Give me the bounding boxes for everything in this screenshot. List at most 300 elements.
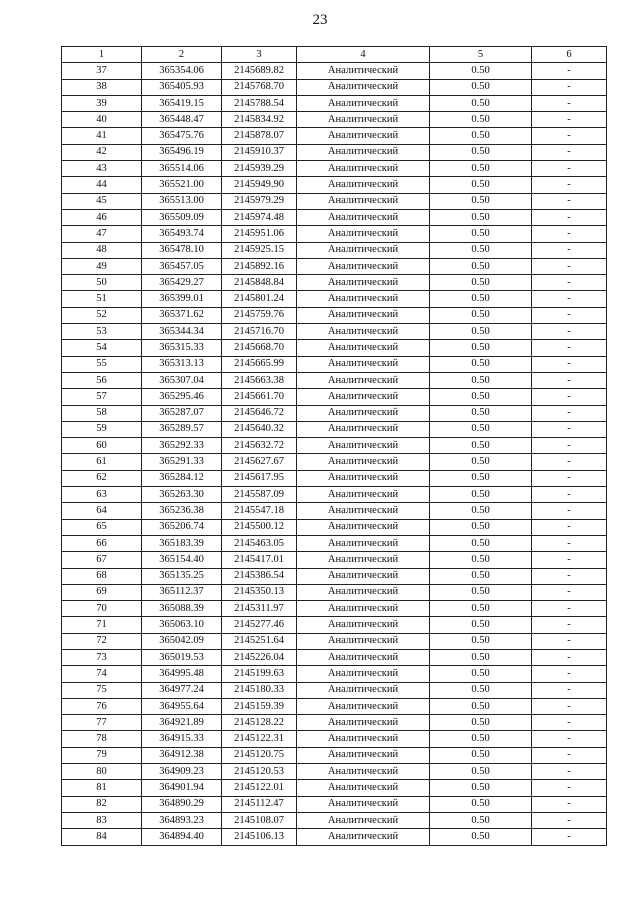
point-number-cell: 83 [62, 812, 142, 828]
point-number-cell: 54 [62, 340, 142, 356]
method-cell: Аналитический [297, 487, 430, 503]
x-coordinate-cell: 365399.01 [142, 291, 222, 307]
x-coordinate-cell: 365521.00 [142, 177, 222, 193]
x-coordinate-cell: 365042.09 [142, 633, 222, 649]
point-number-cell: 84 [62, 829, 142, 845]
note-cell: - [532, 829, 607, 845]
y-coordinate-cell: 2145646.72 [222, 405, 297, 421]
y-coordinate-cell: 2145801.24 [222, 291, 297, 307]
x-coordinate-cell: 365419.15 [142, 95, 222, 111]
note-cell: - [532, 617, 607, 633]
point-number-cell: 81 [62, 780, 142, 796]
accuracy-cell: 0.50 [430, 796, 532, 812]
accuracy-cell: 0.50 [430, 389, 532, 405]
table-row [62, 275, 607, 291]
y-coordinate-cell: 2145199.63 [222, 666, 297, 682]
page-number: 23 [312, 12, 328, 28]
note-cell: - [532, 747, 607, 763]
accuracy-cell: 0.50 [430, 682, 532, 698]
accuracy-cell: 0.50 [430, 405, 532, 421]
point-number-cell: 69 [62, 584, 142, 600]
y-coordinate-cell: 2145892.16 [222, 258, 297, 274]
y-coordinate-cell: 2145180.33 [222, 682, 297, 698]
accuracy-cell: 0.50 [430, 242, 532, 258]
point-number-cell: 80 [62, 764, 142, 780]
accuracy-cell: 0.50 [430, 209, 532, 225]
table-row [62, 324, 607, 340]
note-cell: - [532, 405, 607, 421]
y-coordinate-cell: 2145112.47 [222, 796, 297, 812]
column-header: 5 [430, 47, 532, 63]
point-number-cell: 58 [62, 405, 142, 421]
method-cell: Аналитический [297, 242, 430, 258]
coordinates-table [61, 46, 607, 846]
point-number-cell: 43 [62, 161, 142, 177]
method-cell: Аналитический [297, 63, 430, 79]
point-number-cell: 56 [62, 372, 142, 388]
table-row [62, 389, 607, 405]
y-coordinate-cell: 2145587.09 [222, 487, 297, 503]
y-coordinate-cell: 2145417.01 [222, 552, 297, 568]
note-cell: - [532, 79, 607, 95]
accuracy-cell: 0.50 [430, 128, 532, 144]
method-cell: Аналитический [297, 209, 430, 225]
accuracy-cell: 0.50 [430, 535, 532, 551]
note-cell: - [532, 389, 607, 405]
y-coordinate-cell: 2145768.70 [222, 79, 297, 95]
note-cell: - [532, 95, 607, 111]
method-cell: Аналитический [297, 764, 430, 780]
table-row [62, 649, 607, 665]
accuracy-cell: 0.50 [430, 747, 532, 763]
table-row [62, 666, 607, 682]
point-number-cell: 49 [62, 258, 142, 274]
accuracy-cell: 0.50 [430, 715, 532, 731]
y-coordinate-cell: 2145716.70 [222, 324, 297, 340]
method-cell: Аналитический [297, 519, 430, 535]
table-row [62, 698, 607, 714]
y-coordinate-cell: 2145120.75 [222, 747, 297, 763]
point-number-cell: 39 [62, 95, 142, 111]
x-coordinate-cell: 365513.00 [142, 193, 222, 209]
point-number-cell: 55 [62, 356, 142, 372]
y-coordinate-cell: 2145500.12 [222, 519, 297, 535]
y-coordinate-cell: 2145949.90 [222, 177, 297, 193]
method-cell: Аналитический [297, 340, 430, 356]
x-coordinate-cell: 365475.76 [142, 128, 222, 144]
note-cell: - [532, 731, 607, 747]
accuracy-cell: 0.50 [430, 144, 532, 160]
point-number-cell: 45 [62, 193, 142, 209]
point-number-cell: 57 [62, 389, 142, 405]
method-cell: Аналитический [297, 780, 430, 796]
note-cell: - [532, 340, 607, 356]
x-coordinate-cell: 365457.05 [142, 258, 222, 274]
point-number-cell: 68 [62, 568, 142, 584]
accuracy-cell: 0.50 [430, 177, 532, 193]
note-cell: - [532, 487, 607, 503]
x-coordinate-cell: 364890.29 [142, 796, 222, 812]
accuracy-cell: 0.50 [430, 421, 532, 437]
note-cell: - [532, 177, 607, 193]
table-row [62, 470, 607, 486]
accuracy-cell: 0.50 [430, 503, 532, 519]
table-row [62, 503, 607, 519]
point-number-cell: 44 [62, 177, 142, 193]
method-cell: Аналитический [297, 552, 430, 568]
note-cell: - [532, 356, 607, 372]
method-cell: Аналитический [297, 601, 430, 617]
method-cell: Аналитический [297, 128, 430, 144]
note-cell: - [532, 666, 607, 682]
x-coordinate-cell: 364912.38 [142, 747, 222, 763]
note-cell: - [532, 682, 607, 698]
note-cell: - [532, 764, 607, 780]
y-coordinate-cell: 2145122.01 [222, 780, 297, 796]
accuracy-cell: 0.50 [430, 519, 532, 535]
note-cell: - [532, 535, 607, 551]
method-cell: Аналитический [297, 666, 430, 682]
accuracy-cell: 0.50 [430, 731, 532, 747]
accuracy-cell: 0.50 [430, 487, 532, 503]
x-coordinate-cell: 365448.47 [142, 112, 222, 128]
method-cell: Аналитический [297, 682, 430, 698]
point-number-cell: 37 [62, 63, 142, 79]
y-coordinate-cell: 2145350.13 [222, 584, 297, 600]
column-header: 6 [532, 47, 607, 63]
x-coordinate-cell: 364915.33 [142, 731, 222, 747]
accuracy-cell: 0.50 [430, 112, 532, 128]
table-row [62, 438, 607, 454]
x-coordinate-cell: 365496.19 [142, 144, 222, 160]
x-coordinate-cell: 365313.13 [142, 356, 222, 372]
note-cell: - [532, 698, 607, 714]
accuracy-cell: 0.50 [430, 601, 532, 617]
point-number-cell: 51 [62, 291, 142, 307]
table-row [62, 633, 607, 649]
note-cell: - [532, 112, 607, 128]
table-row [62, 764, 607, 780]
accuracy-cell: 0.50 [430, 568, 532, 584]
accuracy-cell: 0.50 [430, 698, 532, 714]
method-cell: Аналитический [297, 568, 430, 584]
point-number-cell: 40 [62, 112, 142, 128]
note-cell: - [532, 601, 607, 617]
y-coordinate-cell: 2145128.22 [222, 715, 297, 731]
point-number-cell: 82 [62, 796, 142, 812]
y-coordinate-cell: 2145640.32 [222, 421, 297, 437]
table-row [62, 812, 607, 828]
x-coordinate-cell: 365493.74 [142, 226, 222, 242]
accuracy-cell: 0.50 [430, 95, 532, 111]
point-number-cell: 59 [62, 421, 142, 437]
x-coordinate-cell: 365514.06 [142, 161, 222, 177]
x-coordinate-cell: 365307.04 [142, 372, 222, 388]
note-cell: - [532, 128, 607, 144]
table-row [62, 715, 607, 731]
y-coordinate-cell: 2145979.29 [222, 193, 297, 209]
note-cell: - [532, 226, 607, 242]
accuracy-cell: 0.50 [430, 79, 532, 95]
point-number-cell: 62 [62, 470, 142, 486]
y-coordinate-cell: 2145122.31 [222, 731, 297, 747]
point-number-cell: 60 [62, 438, 142, 454]
accuracy-cell: 0.50 [430, 356, 532, 372]
note-cell: - [532, 552, 607, 568]
y-coordinate-cell: 2145108.07 [222, 812, 297, 828]
accuracy-cell: 0.50 [430, 340, 532, 356]
method-cell: Аналитический [297, 291, 430, 307]
method-cell: Аналитический [297, 405, 430, 421]
method-cell: Аналитический [297, 79, 430, 95]
method-cell: Аналитический [297, 454, 430, 470]
table-row [62, 340, 607, 356]
table-row [62, 226, 607, 242]
table-row [62, 454, 607, 470]
y-coordinate-cell: 2145665.99 [222, 356, 297, 372]
x-coordinate-cell: 365206.74 [142, 519, 222, 535]
x-coordinate-cell: 365371.62 [142, 307, 222, 323]
note-cell: - [532, 470, 607, 486]
point-number-cell: 61 [62, 454, 142, 470]
table-row [62, 568, 607, 584]
note-cell: - [532, 421, 607, 437]
column-header: 2 [142, 47, 222, 63]
accuracy-cell: 0.50 [430, 226, 532, 242]
table-body [62, 63, 607, 845]
note-cell: - [532, 568, 607, 584]
x-coordinate-cell: 365315.33 [142, 340, 222, 356]
accuracy-cell: 0.50 [430, 764, 532, 780]
x-coordinate-cell: 365112.37 [142, 584, 222, 600]
point-number-cell: 71 [62, 617, 142, 633]
table-row [62, 535, 607, 551]
table-row [62, 487, 607, 503]
point-number-cell: 38 [62, 79, 142, 95]
note-cell: - [532, 242, 607, 258]
x-coordinate-cell: 365405.93 [142, 79, 222, 95]
table-row [62, 519, 607, 535]
column-header: 3 [222, 47, 297, 63]
method-cell: Аналитический [297, 715, 430, 731]
x-coordinate-cell: 364901.94 [142, 780, 222, 796]
table-header [62, 47, 607, 63]
point-number-cell: 76 [62, 698, 142, 714]
accuracy-cell: 0.50 [430, 193, 532, 209]
x-coordinate-cell: 365236.38 [142, 503, 222, 519]
x-coordinate-cell: 365154.40 [142, 552, 222, 568]
method-cell: Аналитический [297, 112, 430, 128]
table-row [62, 747, 607, 763]
method-cell: Аналитический [297, 438, 430, 454]
note-cell: - [532, 796, 607, 812]
y-coordinate-cell: 2145689.82 [222, 63, 297, 79]
table-row [62, 209, 607, 225]
point-number-cell: 50 [62, 275, 142, 291]
note-cell: - [532, 519, 607, 535]
method-cell: Аналитический [297, 307, 430, 323]
point-number-cell: 46 [62, 209, 142, 225]
point-number-cell: 42 [62, 144, 142, 160]
column-header: 4 [297, 47, 430, 63]
method-cell: Аналитический [297, 731, 430, 747]
note-cell: - [532, 438, 607, 454]
x-coordinate-cell: 365344.34 [142, 324, 222, 340]
method-cell: Аналитический [297, 193, 430, 209]
method-cell: Аналитический [297, 275, 430, 291]
point-number-cell: 52 [62, 307, 142, 323]
x-coordinate-cell: 365088.39 [142, 601, 222, 617]
point-number-cell: 67 [62, 552, 142, 568]
accuracy-cell: 0.50 [430, 812, 532, 828]
note-cell: - [532, 372, 607, 388]
table-row [62, 552, 607, 568]
y-coordinate-cell: 2145627.67 [222, 454, 297, 470]
note-cell: - [532, 780, 607, 796]
note-cell: - [532, 209, 607, 225]
accuracy-cell: 0.50 [430, 307, 532, 323]
table-row [62, 584, 607, 600]
point-number-cell: 77 [62, 715, 142, 731]
table-row [62, 780, 607, 796]
note-cell: - [532, 715, 607, 731]
note-cell: - [532, 144, 607, 160]
table-row [62, 291, 607, 307]
method-cell: Аналитический [297, 372, 430, 388]
y-coordinate-cell: 2145106.13 [222, 829, 297, 845]
note-cell: - [532, 258, 607, 274]
method-cell: Аналитический [297, 226, 430, 242]
x-coordinate-cell: 364921.89 [142, 715, 222, 731]
y-coordinate-cell: 2145661.70 [222, 389, 297, 405]
accuracy-cell: 0.50 [430, 649, 532, 665]
accuracy-cell: 0.50 [430, 454, 532, 470]
table-row [62, 307, 607, 323]
method-cell: Аналитический [297, 747, 430, 763]
method-cell: Аналитический [297, 812, 430, 828]
method-cell: Аналитический [297, 829, 430, 845]
y-coordinate-cell: 2145939.29 [222, 161, 297, 177]
method-cell: Аналитический [297, 617, 430, 633]
point-number-cell: 78 [62, 731, 142, 747]
method-cell: Аналитический [297, 649, 430, 665]
point-number-cell: 70 [62, 601, 142, 617]
method-cell: Аналитический [297, 389, 430, 405]
x-coordinate-cell: 365354.06 [142, 63, 222, 79]
note-cell: - [532, 649, 607, 665]
point-number-cell: 74 [62, 666, 142, 682]
method-cell: Аналитический [297, 535, 430, 551]
accuracy-cell: 0.50 [430, 780, 532, 796]
accuracy-cell: 0.50 [430, 438, 532, 454]
note-cell: - [532, 193, 607, 209]
x-coordinate-cell: 365291.33 [142, 454, 222, 470]
y-coordinate-cell: 2145848.84 [222, 275, 297, 291]
y-coordinate-cell: 2145386.54 [222, 568, 297, 584]
x-coordinate-cell: 365289.57 [142, 421, 222, 437]
accuracy-cell: 0.50 [430, 275, 532, 291]
method-cell: Аналитический [297, 324, 430, 340]
method-cell: Аналитический [297, 584, 430, 600]
accuracy-cell: 0.50 [430, 829, 532, 845]
accuracy-cell: 0.50 [430, 552, 532, 568]
point-number-cell: 75 [62, 682, 142, 698]
note-cell: - [532, 63, 607, 79]
accuracy-cell: 0.50 [430, 324, 532, 340]
y-coordinate-cell: 2145668.70 [222, 340, 297, 356]
y-coordinate-cell: 2145463.05 [222, 535, 297, 551]
table-row [62, 258, 607, 274]
x-coordinate-cell: 365478.10 [142, 242, 222, 258]
accuracy-cell: 0.50 [430, 617, 532, 633]
point-number-cell: 48 [62, 242, 142, 258]
point-number-cell: 53 [62, 324, 142, 340]
y-coordinate-cell: 2145277.46 [222, 617, 297, 633]
y-coordinate-cell: 2145951.06 [222, 226, 297, 242]
y-coordinate-cell: 2145251.64 [222, 633, 297, 649]
x-coordinate-cell: 365063.10 [142, 617, 222, 633]
accuracy-cell: 0.50 [430, 161, 532, 177]
y-coordinate-cell: 2145925.15 [222, 242, 297, 258]
table-row [62, 161, 607, 177]
accuracy-cell: 0.50 [430, 470, 532, 486]
x-coordinate-cell: 364955.64 [142, 698, 222, 714]
table-row [62, 79, 607, 95]
note-cell: - [532, 503, 607, 519]
accuracy-cell: 0.50 [430, 584, 532, 600]
method-cell: Аналитический [297, 470, 430, 486]
table-row [62, 193, 607, 209]
note-cell: - [532, 633, 607, 649]
table-row [62, 356, 607, 372]
point-number-cell: 63 [62, 487, 142, 503]
table-row [62, 617, 607, 633]
table-row [62, 421, 607, 437]
x-coordinate-cell: 364894.40 [142, 829, 222, 845]
method-cell: Аналитический [297, 421, 430, 437]
table-row [62, 682, 607, 698]
y-coordinate-cell: 2145974.48 [222, 209, 297, 225]
y-coordinate-cell: 2145834.92 [222, 112, 297, 128]
table-row [62, 372, 607, 388]
table-row [62, 829, 607, 845]
y-coordinate-cell: 2145910.37 [222, 144, 297, 160]
accuracy-cell: 0.50 [430, 258, 532, 274]
point-number-cell: 41 [62, 128, 142, 144]
x-coordinate-cell: 365183.39 [142, 535, 222, 551]
method-cell: Аналитический [297, 161, 430, 177]
y-coordinate-cell: 2145120.53 [222, 764, 297, 780]
note-cell: - [532, 324, 607, 340]
x-coordinate-cell: 365429.27 [142, 275, 222, 291]
accuracy-cell: 0.50 [430, 633, 532, 649]
point-number-cell: 47 [62, 226, 142, 242]
x-coordinate-cell: 365019.53 [142, 649, 222, 665]
table-row [62, 128, 607, 144]
x-coordinate-cell: 365284.12 [142, 470, 222, 486]
point-number-cell: 79 [62, 747, 142, 763]
point-number-cell: 72 [62, 633, 142, 649]
accuracy-cell: 0.50 [430, 666, 532, 682]
note-cell: - [532, 307, 607, 323]
table-row [62, 405, 607, 421]
method-cell: Аналитический [297, 356, 430, 372]
point-number-cell: 66 [62, 535, 142, 551]
method-cell: Аналитический [297, 796, 430, 812]
column-header: 1 [62, 47, 142, 63]
x-coordinate-cell: 365292.33 [142, 438, 222, 454]
y-coordinate-cell: 2145547.18 [222, 503, 297, 519]
